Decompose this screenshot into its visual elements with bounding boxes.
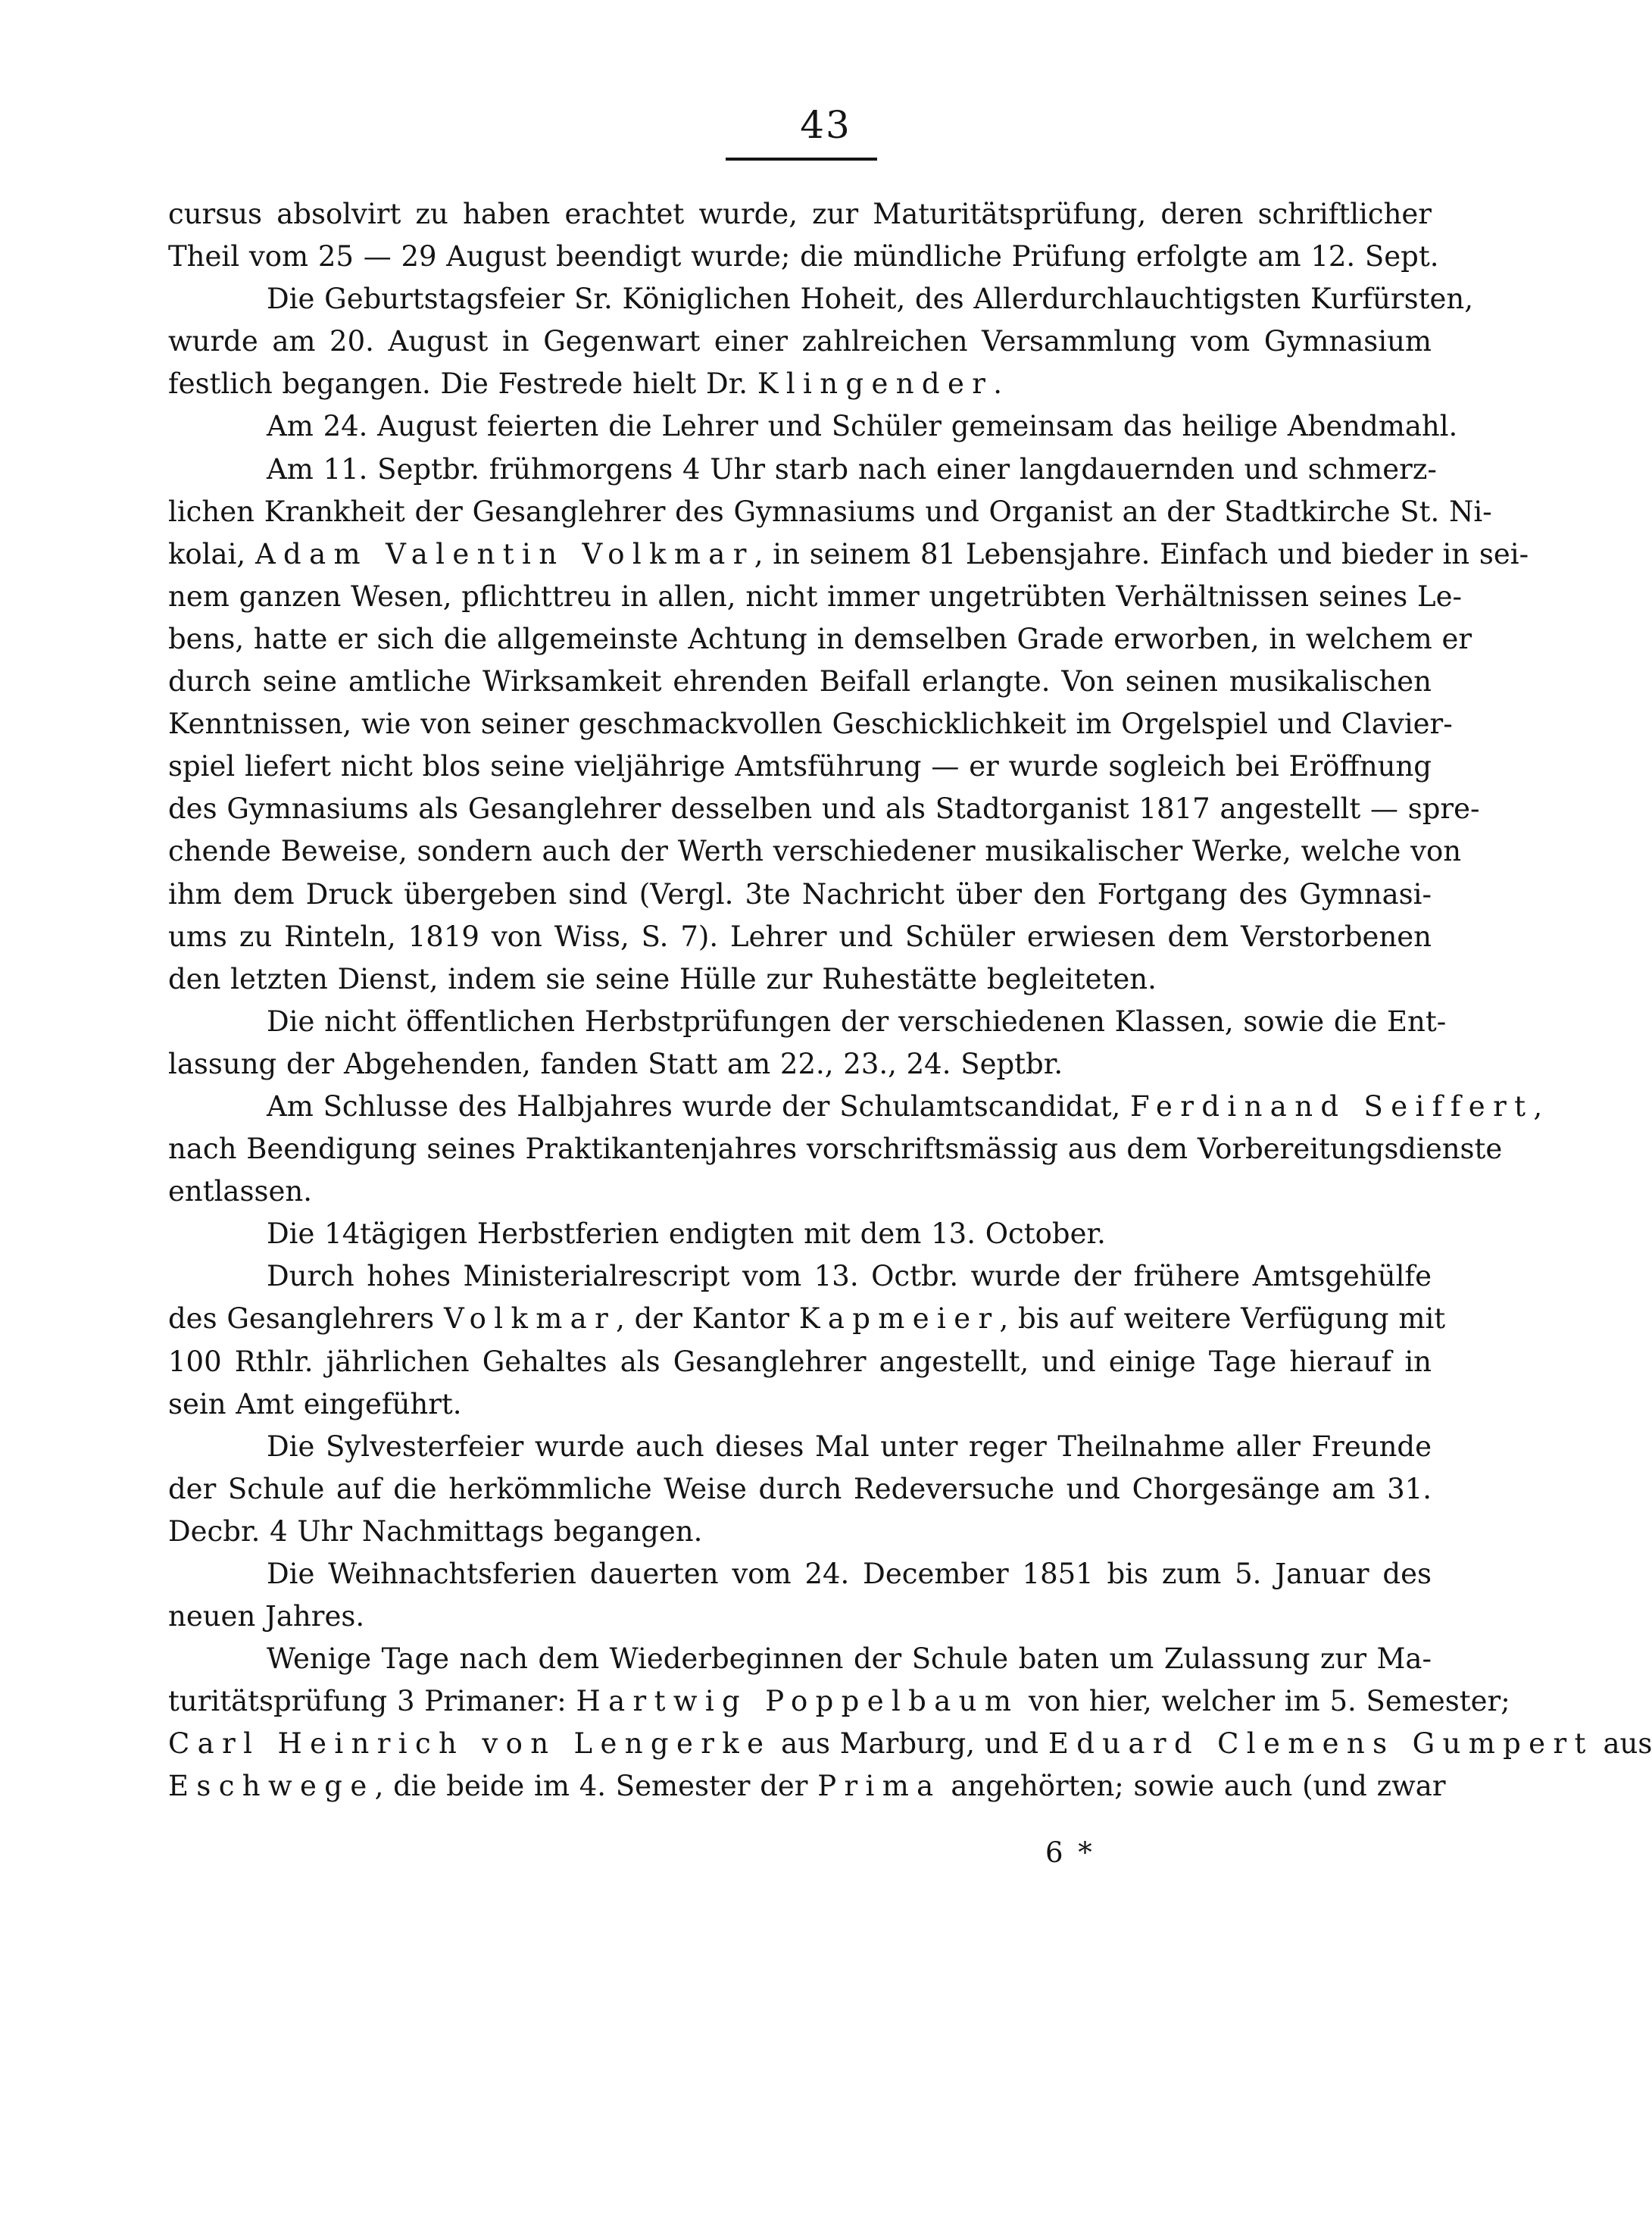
text-line: Die nicht öffentlichen Herbstprüfungen der verschiedenen Klassen, sowie die Ent- (267, 1005, 1447, 1038)
spaced-name: Kapmeier (798, 1302, 1000, 1336)
text-line: wurde am 20. August in Gegenwart einer zahlreichen Versammlung vom Gymnasium (168, 325, 1432, 358)
text-line (168, 1723, 1652, 1765)
spaced-name: Eduard Clemens Gumpert (1048, 1727, 1594, 1761)
text-line: der Schule auf die herkömmliche Weise durch Redeversuche und Chorgesänge am 31. (168, 1472, 1432, 1505)
spaced-name: Klingender (757, 367, 994, 401)
text-line: Decbr. 4 Uhr Nachmittags begangen. (168, 1514, 703, 1548)
text-line: Die Geburtstagsfeier Sr. Königlichen Hoheit, des Allerdurchlauchtigsten Kurfürsten, (267, 283, 1473, 316)
body-text (168, 193, 1652, 1808)
text-run: aus Marburg, und (771, 1727, 1048, 1761)
spaced-name: Carl Heinrich von Lengerke (168, 1727, 772, 1761)
printer-signature-mark: 6 * (1045, 1836, 1095, 1869)
text-line: 100 Rthlr. jährlichen Gehaltes als Gesanglehrer angestellt, und einige Tage hierauf in (168, 1345, 1432, 1378)
text-line: Kenntnissen, wie von seiner geschmackvollen Geschicklichkeit im Orgelspiel und Clavier- (168, 708, 1453, 741)
page-number: 43 (800, 103, 851, 147)
text-line: Die Weihnachtsferien dauerten vom 24. December 1851 bis zum 5. Januar des (267, 1558, 1432, 1590)
text-line: lassung der Abgehenden, fanden Statt am 22., 23., 24. Septbr. (168, 1047, 1063, 1080)
text-line: Die Sylvesterfeier wurde auch dieses Mal unter reger Theilnahme aller Freunde (267, 1430, 1432, 1463)
text-line: Wenige Tage nach dem Wiederbeginnen der Schule baten um Zulassung zur Ma- (267, 1642, 1432, 1676)
text-line: neuen Jahres. (168, 1600, 365, 1633)
text-line (168, 1086, 1543, 1128)
text-line: Am 11. Septbr. frühmorgens 4 Uhr starb nach einer langdauernden und schmerz- (267, 452, 1437, 486)
text-line: bens, hatte er sich die allgemeinste Achtung in demselben Grade erworben, in welchem er (168, 622, 1472, 655)
spaced-name: Prima (817, 1770, 942, 1803)
text-run: angehörten; sowie auch (und zwar (941, 1770, 1446, 1803)
text-line: nach Beendigung seines Praktikantenjahres vorschriftsmässig aus dem Vorbereitungsdienste (168, 1133, 1503, 1166)
text-line: durch seine amtliche Wirksamkeit ehrenden Beifall erlangte. Von seinen musikalischen (168, 665, 1432, 698)
text-line: sein Amt eingeführt. (168, 1387, 462, 1420)
text-line: Am 24. August feierten die Lehrer und Schüler gemeinsam das heilige Abendmahl. (267, 410, 1458, 443)
text-run: , in seinem 81 Lebensjahre. Einfach und bieder in sei- (754, 537, 1529, 570)
text-run: , der Kantor (616, 1302, 799, 1336)
text-run: Am Schlusse des Halbjahres wurde der Schulamtscandidat, (267, 1089, 1131, 1123)
text-run: des Gesanglehrers (168, 1302, 444, 1336)
spaced-name: Eschwege (168, 1770, 375, 1803)
text-run: aus (1593, 1727, 1652, 1761)
text-line (168, 1765, 1446, 1808)
text-line: cursus absolvirt zu haben erachtet wurde, zur Maturitätsprüfung, deren schriftlicher (168, 198, 1432, 230)
page-number-rule (726, 158, 877, 161)
text-line: den letzten Dienst, indem sie seine Hülle zur Ruhestätte begleiteten. (168, 962, 1157, 995)
text-line (168, 1680, 1510, 1723)
text-line (168, 1298, 1446, 1340)
spaced-name: Adam Valentin Volkmar (255, 537, 754, 570)
text-line: des Gymnasiums als Gesanglehrer desselben und als Stadtorganist 1817 angestellt — spre- (168, 792, 1480, 826)
text-run: , bis auf weitere Verfügung mit (999, 1302, 1446, 1336)
text-run: . (993, 367, 1003, 401)
text-run: turitätsprüfung 3 Primaner: (168, 1685, 576, 1718)
text-run: kolai, (168, 537, 255, 570)
spaced-name: Volkmar (443, 1302, 617, 1336)
text-line (168, 533, 1529, 576)
text-line: chende Beweise, sondern auch der Werth verschiedener musikalischer Werke, welche von (168, 835, 1462, 868)
text-line: ums zu Rinteln, 1819 von Wiss, S. 7). Lehrer und Schüler erwiesen dem Verstorbenen (168, 920, 1432, 953)
text-run: festlich begangen. Die Festrede hielt Dr. (168, 367, 757, 401)
spaced-name: Hartwig Poppelbaum (576, 1685, 1020, 1718)
text-line: Die 14tägigen Herbstferien endigten mit dem 13. October. (267, 1217, 1106, 1251)
spaced-name: Ferdinand Seiffert (1130, 1089, 1534, 1123)
text-line: lichen Krankheit der Gesanglehrer des Gymnasiums und Organist an der Stadtkirche St. Ni- (168, 495, 1492, 528)
text-run: von hier, welcher im 5. Semester; (1019, 1685, 1510, 1718)
text-line: spiel liefert nicht blos seine vieljährige Amtsführung — er wurde sogleich bei Eröffnung (168, 750, 1432, 783)
text-line: entlassen. (168, 1175, 312, 1208)
text-run: , die beide im 4. Semester der (374, 1770, 818, 1803)
text-line: Durch hohes Ministerialrescript vom 13. Octbr. wurde der frühere Amtsgehülfe (267, 1260, 1432, 1293)
text-line: Theil vom 25 — 29 August beendigt wurde; die mündliche Prüfung erfolgte am 12. Sept. (168, 240, 1439, 273)
text-run: , (1533, 1089, 1543, 1123)
text-line: nem ganzen Wesen, pflichttreu in allen, nicht immer ungetrübten Verhältnissen seines Le- (168, 580, 1462, 613)
text-line (168, 363, 1432, 405)
text-line: ihm dem Druck übergeben sind (Vergl. 3te Nachricht über den Fortgang des Gymnasi- (168, 877, 1432, 911)
